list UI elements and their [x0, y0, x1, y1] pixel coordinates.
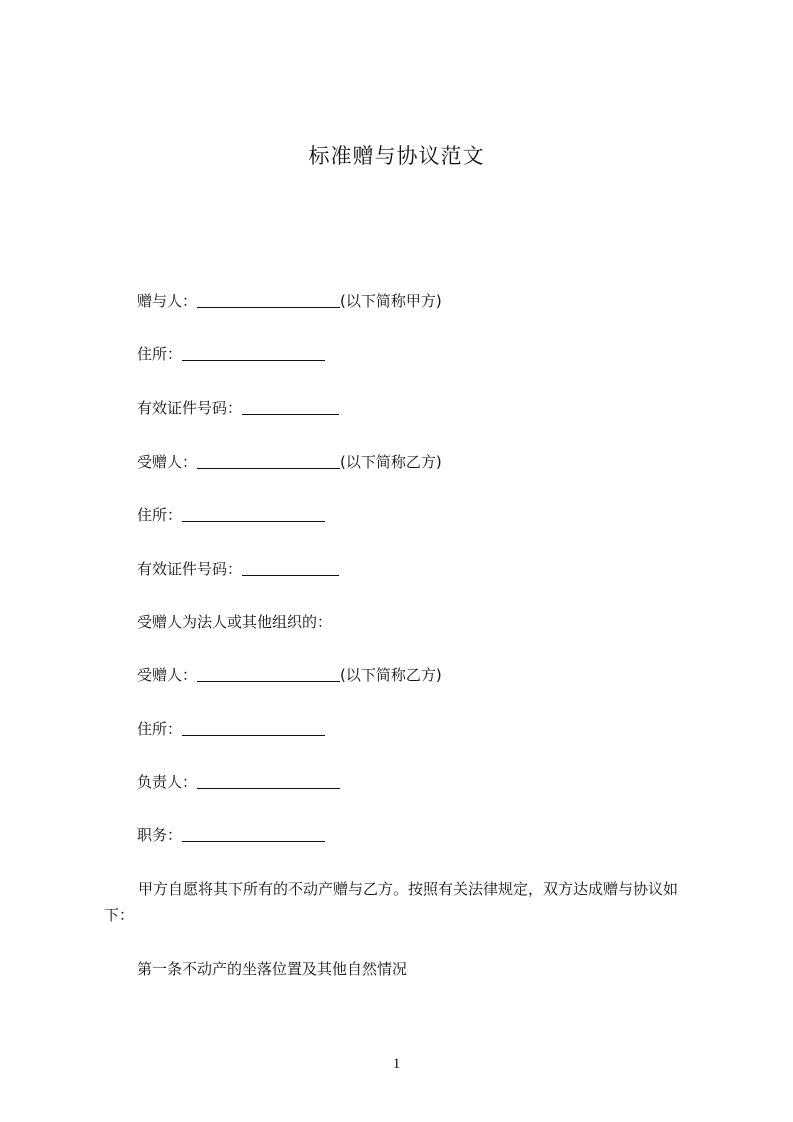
document-title: 标准赠与协议范文: [308, 144, 485, 168]
donor-suffix: (以下简称甲方): [340, 292, 442, 310]
entity-address-line: [137, 719, 325, 739]
donee-id-blank[interactable]: [242, 561, 339, 576]
entity-donee-suffix: (以下简称乙方): [340, 666, 442, 684]
donor-line: [137, 291, 442, 311]
donee-entity-label: 受赠人为法人或其他组织的：: [137, 613, 333, 631]
entity-donee-blank[interactable]: [197, 667, 340, 682]
agreement-intro-paragraph: 甲方自愿将其下所有的不动产赠与乙方。按照有关法律规定，双方达成赠与协议如下：: [104, 880, 679, 924]
entity-donee-line: [137, 665, 442, 685]
position-blank[interactable]: [182, 827, 325, 842]
donee-id-label: 有效证件号码：: [137, 560, 243, 578]
donor-address-blank[interactable]: [182, 346, 325, 361]
entity-address-blank[interactable]: [182, 721, 325, 736]
donor-address-label: 住所：: [137, 345, 183, 363]
position-label: 职务：: [137, 826, 183, 844]
donee-label: 受赠人：: [137, 453, 198, 471]
donee-address-line: [137, 505, 325, 525]
donee-id-line: [137, 559, 339, 579]
page-number: 1: [392, 1056, 401, 1072]
donee-address-label: 住所：: [137, 506, 183, 524]
article-one-heading: 第一条不动产的坐落位置及其他自然情况: [137, 960, 408, 978]
donor-id-label: 有效证件号码：: [137, 399, 243, 417]
donee-address-blank[interactable]: [182, 507, 325, 522]
responsible-person-label: 负责人：: [137, 773, 198, 791]
responsible-person-blank[interactable]: [197, 774, 340, 789]
donor-id-blank[interactable]: [242, 400, 339, 415]
donee-line: [137, 452, 442, 472]
entity-address-label: 住所：: [137, 720, 183, 738]
donee-suffix: (以下简称乙方): [340, 453, 442, 471]
donor-id-line: [137, 398, 339, 418]
donee-entity-note: [137, 612, 332, 632]
entity-donee-label: 受赠人：: [137, 666, 198, 684]
donor-blank[interactable]: [197, 293, 340, 308]
responsible-person-line: [137, 772, 340, 792]
donor-address-line: [137, 344, 325, 364]
donor-label: 赠与人：: [137, 292, 198, 310]
donee-blank[interactable]: [197, 454, 340, 469]
position-line: [137, 825, 325, 845]
